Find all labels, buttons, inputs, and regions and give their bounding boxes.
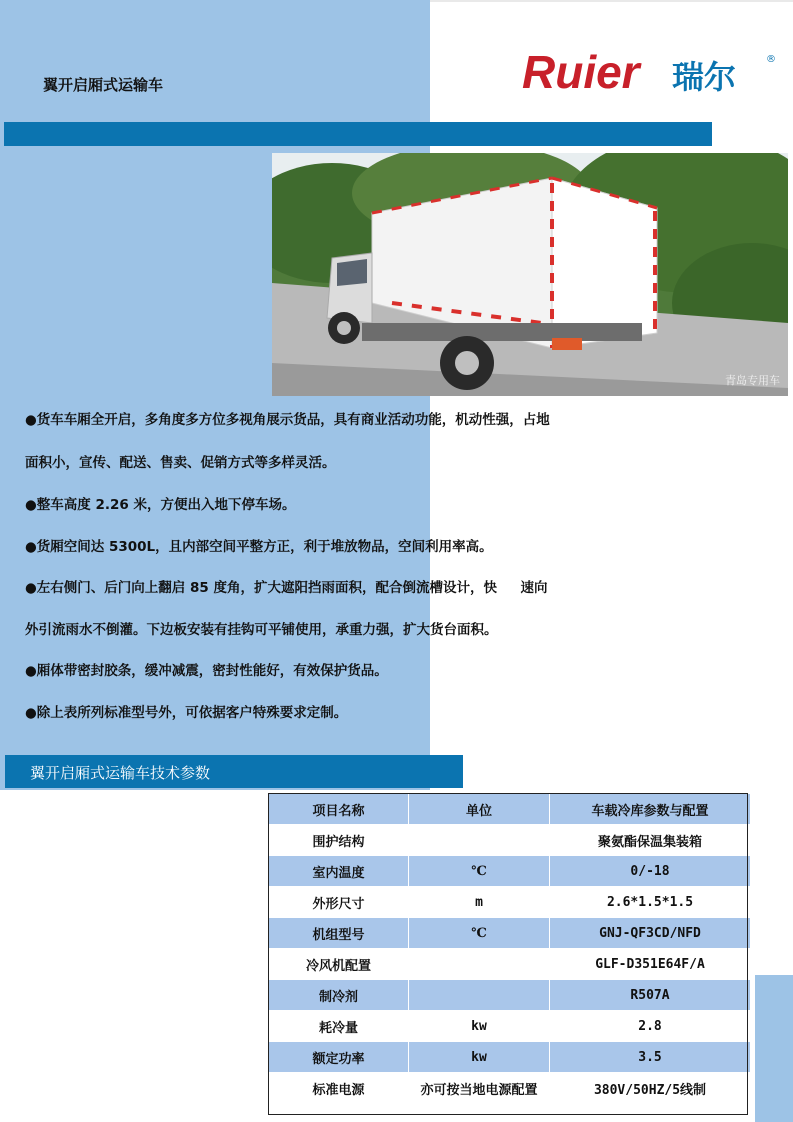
table-row: [269, 825, 751, 856]
spec-cell-value: 2.8: [550, 1011, 751, 1042]
table-row: [269, 887, 751, 918]
spec-cell-value: 2.6*1.5*1.5: [550, 887, 751, 918]
table-row: [269, 1042, 751, 1073]
bottom-right-blue-strip: [755, 975, 793, 1122]
spec-cell-name: 外形尺寸: [269, 887, 409, 918]
spec-cell-name: 额定功率: [269, 1042, 409, 1073]
spec-header-item: 项目名称: [269, 794, 409, 825]
ruier-logo: [522, 46, 782, 98]
feature-line-4: ●货厢空间达 5300L，且内部空间平整方正，利于堆放物品，空间利用率高。: [25, 539, 493, 555]
spec-table: [268, 793, 751, 1104]
feature-line-7: ●厢体带密封胶条，缓冲减震，密封性能好，有效保护货品。: [25, 663, 388, 679]
spec-cell-name: 标准电源: [269, 1073, 409, 1104]
spec-cell-unit: kw: [409, 1042, 550, 1073]
table-row: [269, 918, 751, 949]
spec-cell-value: 0/-18: [550, 856, 751, 887]
feature-line-3: ●整车高度 2.26 米，方便出入地下停车场。: [25, 497, 296, 513]
spec-cell-value: GNJ-QF3CD/NFD: [550, 918, 751, 949]
table-row: [269, 1073, 751, 1104]
spec-cell-name: 冷风机配置: [269, 949, 409, 980]
spec-cell-unit: [409, 825, 550, 856]
spec-cell-unit: m: [409, 887, 550, 918]
page-title: 翼开启厢式运输车: [43, 76, 164, 94]
feature-line-6: 外引流雨水不倒灌。下边板安装有挂钩可平铺使用，承重力强，扩大货台面积。: [25, 622, 498, 638]
photo-watermark: 青岛专用车: [725, 374, 780, 387]
spec-cell-value: 聚氨酯保温集装箱: [550, 825, 751, 856]
table-row: [269, 980, 751, 1011]
spec-cell-name: 机组型号: [269, 918, 409, 949]
logo-text: Ruier: [522, 46, 640, 98]
spec-header-config: 车载冷库参数与配置: [550, 794, 751, 825]
spec-cell-unit: ℃: [409, 918, 550, 949]
spec-cell-name: 室内温度: [269, 856, 409, 887]
header-blue-bar: [4, 122, 712, 146]
table-row: [269, 949, 751, 980]
feature-line-2: 面积小，宣传、配送、售卖、促销方式等多样灵活。: [25, 455, 336, 471]
truck-photo: [272, 153, 788, 396]
spec-cell-unit: 亦可按当地电源配置: [409, 1073, 550, 1104]
logo-registered-mark: ®: [766, 54, 776, 65]
spec-cell-unit: [409, 949, 550, 980]
spec-cell-name: 围护结构: [269, 825, 409, 856]
feature-line-8: ●除上表所列标准型号外，可依据客户特殊要求定制。: [25, 705, 348, 721]
spec-cell-unit: [409, 980, 550, 1011]
spec-header-unit: 单位: [409, 794, 550, 825]
feature-line-5: ●左右侧门、后门向上翻启 85 度角，扩大遮阳挡雨面积，配合倒流槽设计，快 速向: [25, 580, 548, 596]
feature-line-1: ●货车车厢全开启，多角度多方位多视角展示货品，具有商业活动功能，机动性强，占地: [25, 412, 550, 428]
spec-cell-unit: ℃: [409, 856, 550, 887]
table-row: [269, 856, 751, 887]
spec-cell-value: 3.5: [550, 1042, 751, 1073]
spec-cell-name: 耗冷量: [269, 1011, 409, 1042]
spec-cell-unit: kw: [409, 1011, 550, 1042]
spec-cell-name: 制冷剂: [269, 980, 409, 1011]
spec-cell-value: R507A: [550, 980, 751, 1011]
table-row: [269, 1011, 751, 1042]
logo-cn-text: 瑞尔: [672, 58, 737, 96]
spec-cell-value: 380V/50HZ/5线制: [550, 1073, 751, 1104]
spec-section-title: 翼开启厢式运输车技术参数: [30, 764, 211, 782]
spec-table-header-row: [269, 794, 751, 825]
spec-cell-value: GLF-D351E64F/A: [550, 949, 751, 980]
